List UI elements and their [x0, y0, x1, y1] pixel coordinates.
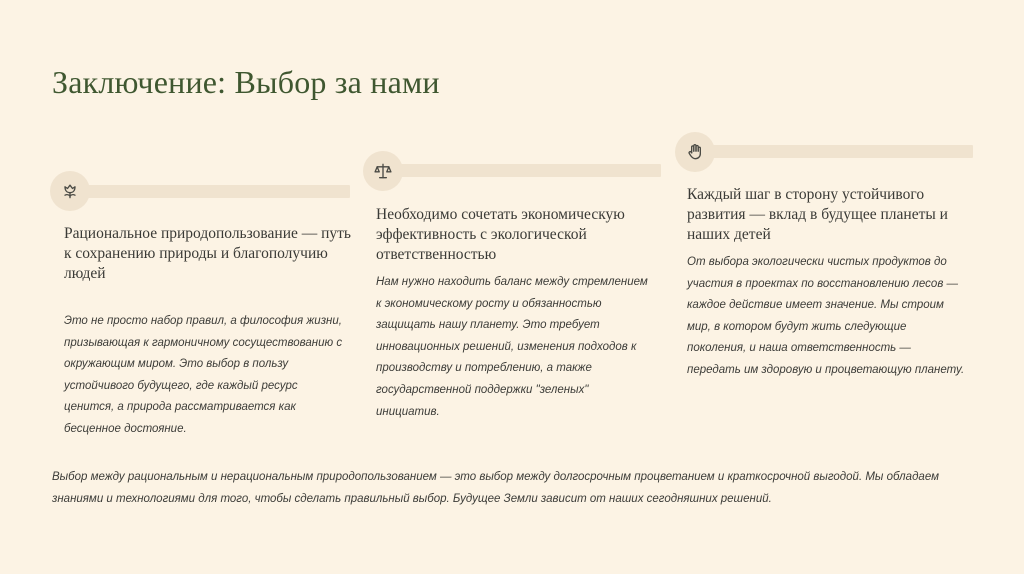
column-1-bar	[70, 185, 350, 198]
slide-title: Заключение: Выбор за нами	[52, 64, 440, 100]
column-3-bar	[695, 145, 973, 158]
scales-icon	[363, 151, 403, 191]
column-1-body: Это не просто набор правил, а философия жизни, призывающая к гармоничному сосуществованию с окружающим миром. Это выбор в пользу устойчивого будущего, где каждый ресурс ценится, а природа рассматривается как бесценное достояние.	[64, 315, 343, 435]
column-1-heading: Рациональное природопользование — путь к сохранению природы и благополучию людей	[64, 225, 351, 282]
column-2-body: Нам нужно находить баланс между стремлением к экономическому росту и обязанностью защищать нашу планету. Это требует инновационных решений, изменения подходов к производству и потреблению, а также государственной поддержки "зеленых" инициатив.	[376, 276, 648, 418]
column-2-bar	[383, 164, 661, 177]
slide-footer: Выбор между рациональным и нерациональным природопользованием — это выбор между долгосрочным процветанием и краткосрочной выгодой. Мы обладаем знаниями и технологиями для того, чтобы сделать правильный выбор. Будущее Земли зависит от наших сегодняшних решений.	[52, 471, 939, 505]
column-3-heading: Каждый шаг в сторону устойчивого развития — вклад в будущее планеты и наших детей	[687, 186, 948, 243]
flower-icon	[50, 171, 90, 211]
column-2-heading: Необходимо сочетать экономическую эффективность с экологической ответственностью	[376, 206, 625, 263]
hand-icon	[675, 132, 715, 172]
column-3-body: От выбора экологически чистых продуктов до участия в проектах по восстановлению лесов — каждое действие имеет значение. Мы строим мир, в котором будут жить следующие поколения, и наша ответственность — передать им здоровую и процветающую планету.	[687, 256, 965, 376]
